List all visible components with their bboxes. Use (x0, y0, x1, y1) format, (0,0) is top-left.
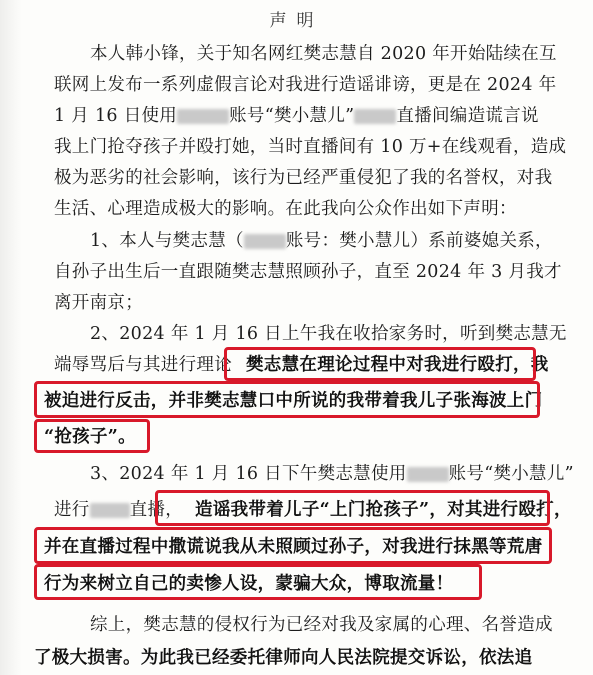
text-segment: 3、2024 年 1 月 16 日下午樊志慧使用 (90, 464, 407, 484)
text-segment: 1、本人与樊志慧（ (90, 231, 244, 251)
redacted-platform-name (407, 467, 449, 482)
paragraph-line-19: 了极大损害。为此我已经委托律师向人民法院提交诉讼，依法追 (34, 648, 533, 668)
paragraph-line-4: 我上门抢夺孩子并殴打她，当时直播间有 10 万+在线观看，造成 (54, 137, 567, 157)
highlight-box (34, 527, 552, 564)
paragraph-line-9: 离开南京； (54, 293, 143, 313)
redacted-platform-name (354, 109, 396, 124)
paragraph-line-5: 极为恶劣的社会影响，该行为已经严重侵犯了我的名誉权，对我 (54, 168, 553, 188)
paragraph-line-3 (54, 102, 539, 127)
highlight-box (34, 419, 150, 453)
text-segment: 直播， (129, 500, 184, 520)
text-segment: 账号“樊小慧儿” (229, 106, 355, 126)
paragraph-line-18: 综上，樊志慧的侵权行为已经对我及家属的心理、名誉造成 (90, 615, 553, 635)
paragraph-line-6: 生活、心理造成极大的影响。在此我向公众作出如下声明： (54, 199, 517, 219)
paragraph-line-13: “抢孩子”。 (44, 427, 136, 447)
text-segment: 进行 (54, 500, 90, 520)
highlight-box (34, 564, 482, 600)
text-segment: 账号“樊小慧儿” (448, 464, 574, 484)
highlight-box (34, 381, 543, 418)
paragraph-line-12: 被迫进行反击，并非樊志慧口中所说的我带着我儿子张海波上门 (44, 391, 543, 411)
text-segment: 账号：樊小慧儿）系前婆媳关系， (285, 231, 553, 251)
paragraph-line-14 (90, 460, 574, 485)
text-segment: 造谣我带着儿子“上门抢孩子”，对其进行殴打， (195, 500, 572, 520)
paragraph-line-10: 2、2024 年 1 月 16 日上午我在收拾家务时，听到樊志慧无 (90, 324, 567, 344)
redacted-platform-name (177, 109, 229, 124)
redacted-platform-name (244, 234, 286, 249)
page-edge-shadow (0, 0, 22, 675)
redacted-platform-name (90, 503, 130, 518)
text-segment: 1 月 16 日使用 (54, 106, 178, 126)
highlight-box (155, 490, 550, 526)
highlight-box (224, 347, 536, 381)
paragraph-line-8: 自孙子出生后一直跟随樊志慧照顾孙子，直至 2024 年 3 月我才 (54, 262, 562, 282)
paragraph-line-1: 本人韩小锋，关于知名网红樊志慧自 2020 年开始陆续在互 (90, 44, 557, 64)
text-segment: 端辱骂后与其进行理论 (54, 355, 232, 375)
document-title: 声明 (269, 11, 324, 31)
text-segment: 直播间编造谎言说 (396, 106, 539, 126)
paragraph-line-2: 联网上发布一系列虚假言论对我进行造谣诽谤，更是在 2024 年 (54, 75, 557, 95)
text-segment: 樊志慧在理论过程中对我进行殴打，我 (246, 355, 549, 375)
paragraph-line-16: 并在直播过程中撒谎说我从未照顾过孙子，对我进行抹黑等荒唐 (44, 537, 543, 557)
paragraph-line-7 (90, 227, 553, 252)
paragraph-line-17: 行为来树立自己的卖惨人设，蒙骗大众，博取流量！ (44, 574, 454, 594)
